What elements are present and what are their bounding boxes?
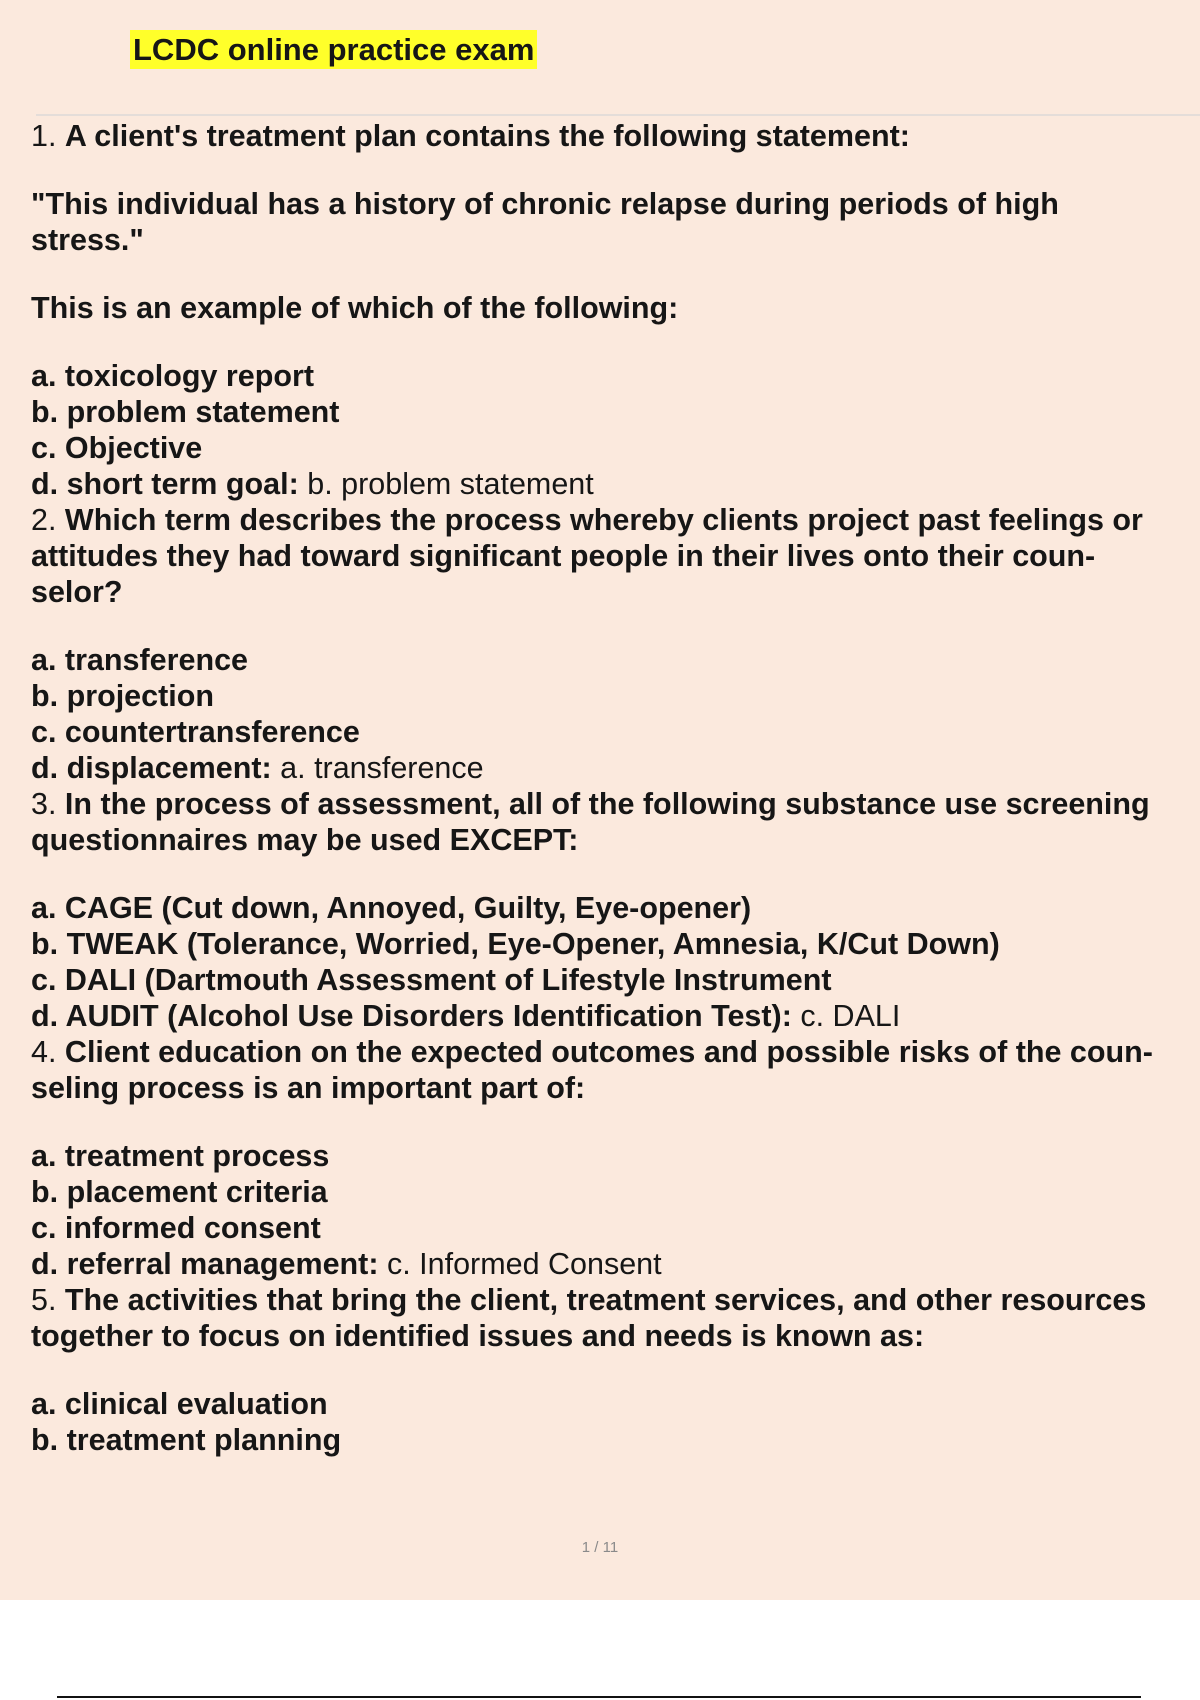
question-stem: Which term describes the process whereby clients project past feelings or [64,503,1143,537]
question-stem: The activities that bring the client, treatment services, and other resources [64,1283,1147,1317]
option-c: c. informed consent [31,1211,321,1245]
answer-text: b. problem statement [307,467,594,501]
question-stem: In the process of assessment, all of the following substance use screening [64,787,1150,821]
title-container [130,32,537,68]
question-2 [31,502,1197,786]
option-b: b. placement criteria [31,1175,328,1209]
option-d: d. displacement: [31,751,272,785]
option-d: d. short term goal: [31,467,299,501]
question-number: 5. [31,1283,57,1317]
option-d: d. referral management: [31,1247,379,1281]
answer-text: c. DALI [800,999,901,1033]
question-4 [31,1034,1197,1282]
question-stem: Client education on the expected outcomes and possible risks of the coun- [64,1035,1153,1069]
option-b: b. problem statement [31,395,340,429]
question-3 [31,786,1197,1034]
question-number: 2. [31,503,57,537]
question-prompt: This is an example of which of the following: [31,291,679,325]
option-a: a. toxicology report [31,359,315,393]
question-quote-line: "This individual has a history of chronic relapse during periods of high [31,187,1059,221]
option-d: d. AUDIT (Alcohol Use Disorders Identification Test): [31,999,792,1033]
option-a: a. transference [31,643,248,677]
option-a: a. treatment process [31,1139,330,1173]
option-b: b. treatment planning [31,1423,342,1457]
question-5 [31,1282,1197,1458]
question-number: 1. [31,119,57,153]
question-1 [31,118,1197,502]
option-c: c. countertransference [31,715,360,749]
question-stem: seling process is an important part of: [31,1071,586,1105]
question-stem: A client's treatment plan contains the following statement: [64,119,910,153]
option-a: a. clinical evaluation [31,1387,328,1421]
option-b: b. TWEAK (Tolerance, Worried, Eye-Opener, Amnesia, K/Cut Down) [31,927,1000,961]
question-stem: together to focus on identified issues and needs is known as: [31,1319,925,1353]
question-stem: selor? [31,575,123,609]
title-divider [36,114,1200,116]
page-indicator: 1 / 11 [581,1539,619,1556]
option-c: c. DALI (Dartmouth Assessment of Lifestyle Instrument [31,963,832,997]
answer-text: a. transference [280,751,484,785]
answer-text: c. Informed Consent [386,1247,662,1281]
question-quote-line: stress." [31,223,144,257]
question-stem: questionnaires may be used EXCEPT: [31,823,579,857]
option-a: a. CAGE (Cut down, Annoyed, Guilty, Eye-opener) [31,891,752,925]
bottom-rule [57,1696,1141,1698]
question-number: 3. [31,787,57,821]
question-stem: attitudes they had toward significant people in their lives onto their coun- [31,539,1096,573]
option-b: b. projection [31,679,214,713]
question-list [31,118,1197,1458]
option-c: c. Objective [31,431,203,465]
document-title: LCDC online practice exam [130,30,537,69]
question-number: 4. [31,1035,57,1069]
